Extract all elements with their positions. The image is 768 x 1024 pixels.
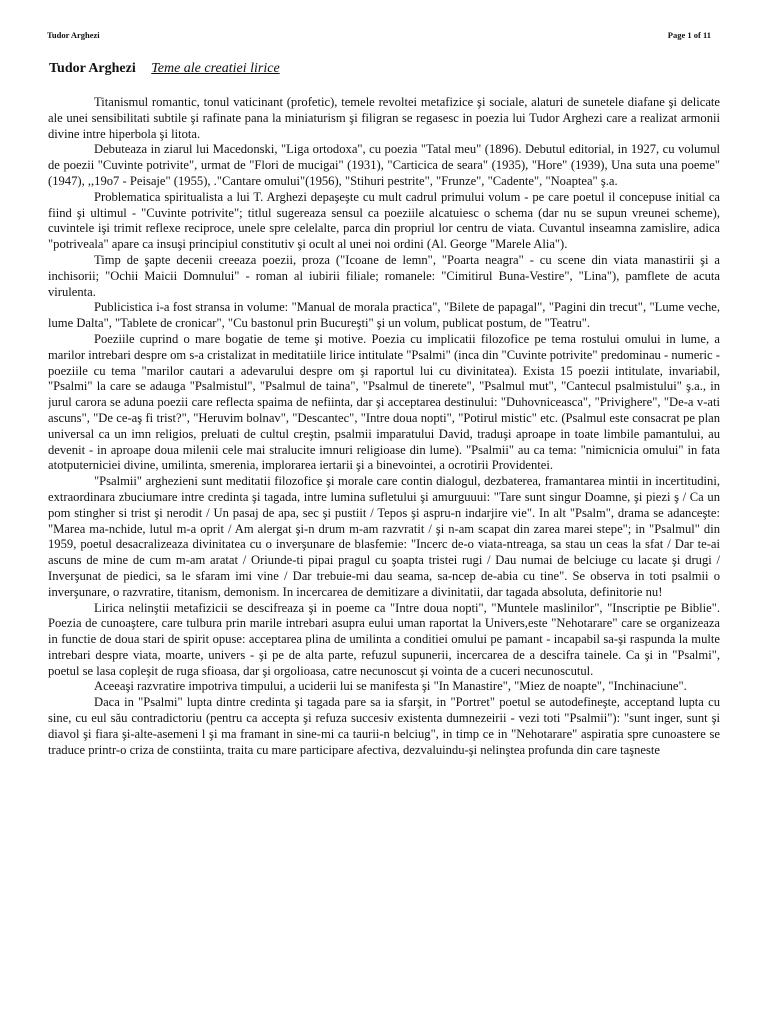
paragraph: Timp de şapte decenii creeaza poezii, proza ("Icoane de lemn", "Poarta neagra" - cu scene din viata manastirii şi a inchisorii; "Ochii Maicii Domnului" - roman al iubirii filiale; romanele: "Cimitirul Buna-Vestire", "Lina"), pamflete de acuta virulenta. <box>48 252 720 299</box>
paragraph: Titanismul romantic, tonul vaticinant (profetic), temele revoltei metafizice şi sociale, alaturi de sunetele diafane şi delicate ale unei sensibilitati subtile şi rafinate pana la miniaturism şi filigran se regasesc in poezia lui Tudor Arghezi care a realizat armonii divine intre hiperbola şi litota. <box>48 95 720 141</box>
title-author: Tudor Arghezi <box>49 61 136 76</box>
paragraph: Problematica spiritualista a lui T. Arghezi depaşeşte cu mult cadrul primului volum - pe care poetul il concepuse initial ca fiind şi ultimul - "Cuvinte potrivite"; titlul sugereaza sensul ca poeziile alcatuiesc o schema (dar nu se supun vreunei scheme), cuvintele işi trimit reflexe reciproce, unele spre celelalte, parca din propriul lor centru de viata. Cuvantul inseamna zamislire, adica "potriveala" apare ca insuşi principiul constitutiv şi ocult al unei noi ordini (Al. George "Marele Alia"). <box>48 189 720 252</box>
document-title <box>49 60 280 78</box>
paragraph: "Psalmii" arghezieni sunt meditatii filozofice şi morale care contin dialogul, dezbaterea, framantarea mintii in incertitudini, extraordinara zbuciumare intre credinta şi tagada, intre lumina sufletului şi amurguuui: "Tare sunt singur Doamne, şi piezi ş / Ca un pom stingher si trist şi nerodit / Un pasaj de apa, sec şi pustiit / Tepos şi aspru-n indarjire vie". In alt "Psalm", drama se adanceşte: "Marea ma-nchide, lutul m-a oprit / Am alergat şi-n drum m-am razvratit / şi n-am scapat din zarea marei stepe"; in "Psalmul" din 1959, poetul desacralizeaza divinitatea cu o inverşunare de blasfemie: "Incerc de-o viata-ntreaga, sa stau un ceas la sfat / Dar te-ai ascuns de mine de cum m-am aratat / Oriunde-ti pipai pragul cu şoapta tristei rugi / Dau numai de belciuge cu lacate şi drugi / Inverşunat de piedici, sa le sfaram imi vine / Dar trebuie-mi dau seama, sa-ncep de-abia cu tine". Se observa in toti psalmii o inverşunare, o razvratire, titanism, demonism. In incercarea de demitizare a divinitatii, dar tagada absoluta, definitorie nu! <box>48 474 720 599</box>
paragraph: Poeziile cuprind o mare bogatie de teme şi motive. Poezia cu implicatii filozofice pe tema rostului omului in lume, a marilor intrebari despre om s-a cristalizat in meditatiile lirice intitulate "Psalmi" (inca din "Cuvinte potrivite" predominau - numeric - poeziile cu tema "marilor cautari a adevarului despre om şi raportul lui cu divinitatea). Exista 15 poezii intitulate, invariabil, "Psalmi" la care se adauga "Psalmistul", "Psalmul de taina", "Psalmul de tinerete", "Psalmul mut", "Cantecul psalmistului" ş.a., in jurul carora se aduna poezii care reflecta spaima de nefiinta, dar şi acceptarea destinului: "Duhovniceasca", "Privighere", "De-a v-ati ascuns", "De ce-aş fi trist?", "Heruvim bolnav", "Descantec", "Intre doua nopti", "Potirul mistic" etc. (Psalmul este consacrat pe plan universal ca un imn religios, preluati de cultul creştin, psalmii imparatului David, traduşi aproape in toate limbile pamantului, au devenit - in aproape doua milenii cele mai stralucite imnuri religioase din lume). "Psalmii" au ca tema: "nimicnicia omului" in fata atotputerniciei divine, umilinta, smerenia, implorarea iertarii şi a binevointei, a ocrotirii Providentei. <box>48 331 720 473</box>
paragraph: Publicistica i-a fost stransa in volume: "Manual de morala practica", "Bilete de papagal", "Pagini din trecut", "Lume veche, lume Dalta", "Tablete de cronicar", "Cu bastonul prin Bucureşti" şi un volum, publicat postum, de "Teatru". <box>48 300 720 331</box>
paragraph: Debuteaza in ziarul lui Macedonski, "Liga ortodoxa", cu poezia "Tatal meu" (1896). Debutul editorial, in 1927, cu volumul de poezii "Cuvinte potrivite", urmat de "Flori de mucigai" (1931), "Carticica de seara" (1935), "Hore" (1939), Una suta una poeme" (1947), ,,19o7 - Peisaje" (1955), ."Cantare omului"(1956), "Stihuri pestrite", "Frunze", "Cadente", "Noaptea" ş.a. <box>48 142 720 188</box>
paragraph: Daca in "Psalmi" lupta dintre credinta şi tagada pare sa ia sfarşit, in "Portret" poetul se autodefineşte, acceptand lupta cu sine, cu eul său contradictoriu (pentru ca accepta şi refuza succesiv existenta dumnezeirii - vezi toti "Psalmii"): "sunt inger, sunt şi diavol şi fiara şi-alte-asemeni l şi ma framant in sine-mi ca taurii-n belciug", in timp ce in "Nehotarare" aspiratia spre cunoastere se traduce printr-o criza de constiinta, traita cu mare participare afectiva, dezvaluindu-şi nelinştea profunda din care taşneste <box>48 695 720 757</box>
paragraph: Aceeaşi razvratire impotriva timpului, a uciderii lui se manifesta şi "In Manastire", "Miez de noapte", "Inchinaciune". <box>94 679 687 694</box>
header-author: Tudor Arghezi <box>47 30 100 40</box>
page-header <box>47 30 711 44</box>
title-subtitle: Teme ale creatiei lirice <box>151 61 280 76</box>
page-number: Page 1 of 11 <box>667 30 711 40</box>
paragraph: Lirica nelinştii metafizicii se descifreaza şi in poeme ca "Intre doua nopti", "Muntele maslinilor", "Inscriptie pe Biblie". Poezia de cunoaştere, care tulbura prin marile intrebari asupra eului uman raportat la Univers,este "Nehotarare" care se organizeaza in functie de doua stari de spirit opuse: acceptarea plina de umilinta a conditiei omului pe pamant - incapabil sa-şi raspunda la multe intrebari despre viata, moarte, univers - şi pe de alta parte, refuzul supunerii, incercarea de a descifra tainele. Ca şi in "Psalmi", poetul se lasa copleşit de ruga sfioasa, dar şi orgolioasa, catre necunoscut şi vointa de a cuceri necunoscutul. <box>48 600 720 678</box>
document-body <box>48 95 720 1015</box>
